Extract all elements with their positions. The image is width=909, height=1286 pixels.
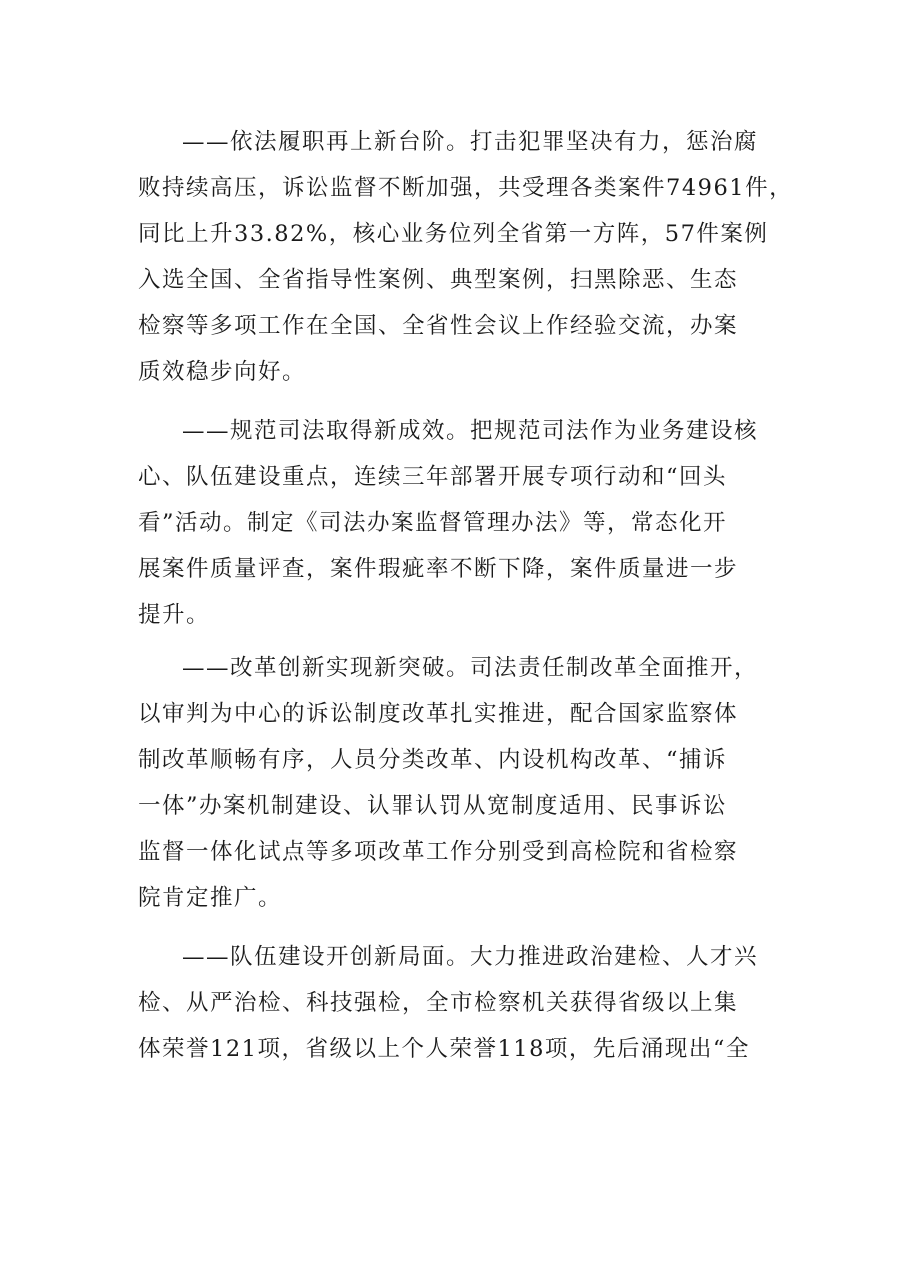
text-line: 入选全国、全省指导性案例、典型案例，扫黑除恶、生态 [138,267,739,293]
text-line: 以审判为中心的诉讼制度改革扎实推进，配合国家监察体 [138,701,739,727]
text-line: 制改革顺畅有序，人员分类改革、内设机构改革、“捕诉 [138,747,728,773]
text-line: 监督一体化试点等多项改革工作分别受到高检院和省检察 [138,839,739,865]
paragraph-team-building [138,934,778,1072]
text-line: 展案件质量评查，案件瑕疵率不断下降，案件质量进一步 [138,556,739,582]
paragraph-judicial-standardization [138,408,778,638]
text-line: ——规范司法取得新成效。把规范司法作为业务建设核 [182,418,759,444]
text-line: 院肯定推广。 [138,885,283,911]
text-line: 败持续高压，诉讼监督不断加强，共受理各类案件74961件， [138,175,794,201]
paragraph-legal-duties [138,119,794,395]
text-line: 质效稳步向好。 [138,359,307,385]
text-line: 心、队伍建设重点，连续三年部署开展专项行动和“回头 [138,464,728,490]
text-line: 看”活动。制定《司法办案监督管理办法》等，常态化开 [138,510,728,536]
text-line: 检察等多项工作在全国、全省性会议上作经验交流，办案 [138,313,739,339]
text-line: 提升。 [138,602,211,628]
text-line: ——依法履职再上新台阶。打击犯罪坚决有力，惩治腐 [182,129,759,155]
text-line: 一体”办案机制建设、认罪认罚从宽制度适用、民事诉讼 [138,793,728,819]
text-line: 检、从严治检、科技强检，全市检察机关获得省级以上集 [138,990,739,1016]
paragraph-reform-innovation [138,645,778,921]
text-line: ——改革创新实现新突破。司法责任制改革全面推开， [182,655,759,681]
text-line: 体荣誉121项，省级以上个人荣誉118项，先后涌现出“全 [138,1036,750,1062]
text-line: ——队伍建设开创新局面。大力推进政治建检、人才兴 [182,944,759,970]
text-line: 同比上升33.82%，核心业务位列全省第一方阵，57件案例 [138,221,769,247]
